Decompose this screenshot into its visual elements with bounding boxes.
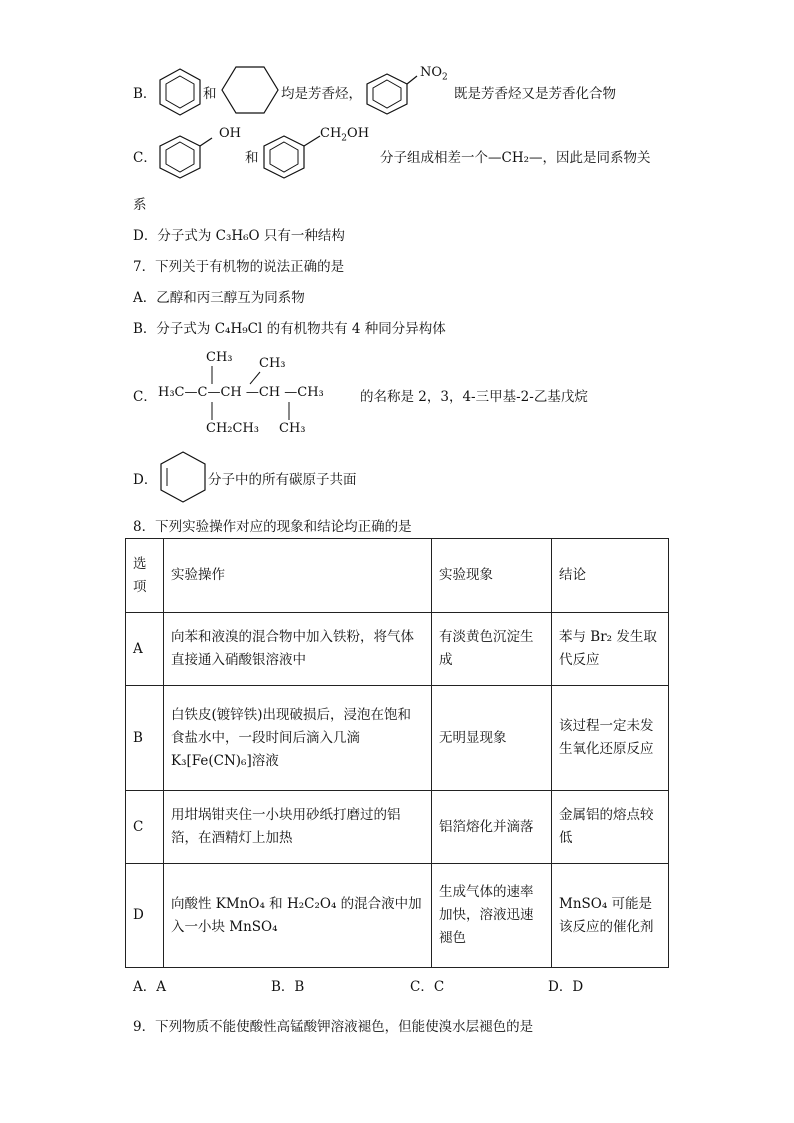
q7-stem: 7．下列关于有机物的说法正确的是	[133, 259, 345, 275]
q7-optC-text: 的名称是 2，3，4-三甲基-2-乙基戊烷	[360, 389, 588, 405]
choice-a[interactable]: A．A	[133, 979, 166, 995]
table-header: 选项	[126, 539, 164, 613]
table-row: C 用坩埚钳夹住一小块用砂纸打磨过的铝箔，在酒精灯上加热 铝箔熔化并滴落 金属铝的熔点较低	[126, 791, 669, 864]
table-header: 结论	[552, 539, 669, 613]
cyclohexene-structure	[159, 450, 207, 504]
cyclohexane-structure	[221, 65, 279, 115]
q6-optC-text: 分子组成相差一个—CH₂—，因此是同系物关	[380, 150, 651, 166]
benzene-structure	[158, 67, 202, 117]
q8-stem: 8．下列实验操作对应的现象和结论均正确的是	[133, 519, 412, 535]
choice-d[interactable]: D．D	[548, 979, 584, 995]
q6-optC-text-cont: 系	[133, 197, 147, 213]
q7-optD-letter: D．	[133, 472, 158, 488]
table-header: 实验现象	[432, 539, 552, 613]
table-row: D 向酸性 KMnO₄ 和 H₂C₂O₄ 的混合液中加入一小块 MnSO₄ 生成气体的速率加快，溶液迅速褪色 MnSO₄ 可能是该反应的催化剂	[126, 864, 669, 968]
q7-optC-letter: C．	[133, 389, 157, 405]
q7-optB: B．分子式为 C₄H₉Cl 的有机物共有 4 种同分异构体	[133, 321, 446, 337]
experiment-table	[125, 538, 669, 968]
q6-optC-letter: C．	[133, 150, 157, 166]
table-row: A 向苯和液溴的混合物中加入铁粉，将气体直接通入硝酸银溶液中 有淡黄色沉淀生成 苯与 Br₂ 发生取代反应	[126, 613, 669, 686]
table-header-row	[126, 539, 669, 613]
benzyl-alcohol-structure	[262, 132, 328, 184]
q7-optA: A．乙醇和丙三醇互为同系物	[133, 290, 305, 306]
phenol-structure	[158, 132, 218, 182]
q6-optB-text2: 既是芳香烃又是芳香化合物	[454, 86, 616, 102]
choice-b[interactable]: B．B	[271, 979, 305, 995]
q6-optB-letter: B．	[133, 86, 157, 102]
q6-optD: D．分子式为 C₃H₆O 只有一种结构	[133, 228, 345, 244]
choice-c[interactable]: C．C	[410, 979, 445, 995]
table-header: 实验操作	[164, 539, 432, 613]
q6-optB-and: 和	[203, 86, 217, 102]
ch2oh-label: $CH_2OH$	[320, 126, 370, 144]
q7-optD-text: 分子中的所有碳原子共面	[208, 472, 357, 488]
hydroxyl-label: OH	[219, 126, 241, 141]
nitro-group-label: $NO_2$	[420, 65, 448, 83]
q6-optB-text1: 均是芳香烃，	[281, 86, 362, 102]
q6-optC-and: 和	[245, 150, 259, 166]
table-row: B 白铁皮(镀锌铁)出现破损后，浸泡在饱和食盐水中，一段时间后滴入几滴 K₃[Fe(CN)₆]溶液 无明显现象 该过程一定未发生氧化还原反应	[126, 686, 669, 791]
nitrobenzene-structure	[365, 72, 417, 116]
q9-stem: 9．下列物质不能使酸性高锰酸钾溶液褪色，但能使溴水层褪色的是	[133, 1019, 534, 1035]
